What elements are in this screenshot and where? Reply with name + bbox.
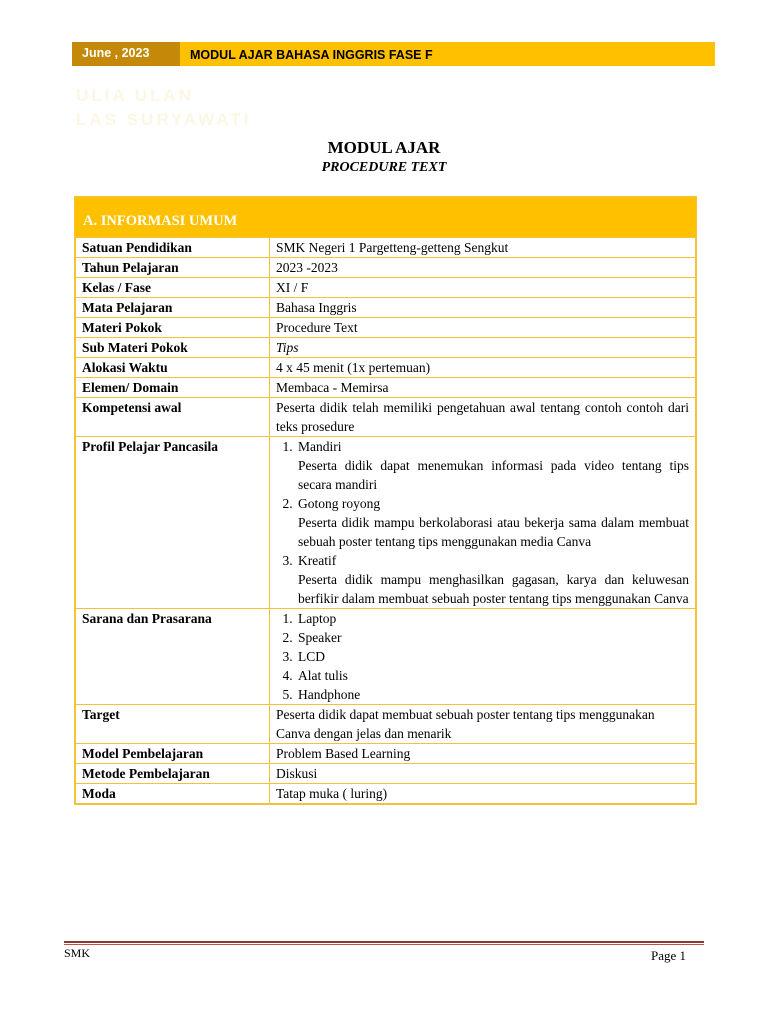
row-value: SMK Negeri 1 Pargetteng-getteng Sengkut <box>270 238 696 258</box>
table-row <box>76 238 696 258</box>
list-item: 5. Handphone <box>296 685 689 704</box>
table-row <box>76 378 696 398</box>
row-value: Bahasa Inggris <box>270 298 696 318</box>
table-row <box>76 338 696 358</box>
row-label: Metode Pembelajaran <box>76 764 270 784</box>
footer-divider <box>64 941 704 943</box>
table-row <box>76 258 696 278</box>
table-row <box>76 437 696 609</box>
row-value: 4 x 45 menit (1x pertemuan) <box>270 358 696 378</box>
list-item-title: Mandiri <box>298 439 342 454</box>
table-row <box>76 764 696 784</box>
row-label: Profil Pelajar Pancasila <box>76 437 270 609</box>
document-title: MODUL AJAR <box>327 138 441 157</box>
list-item-desc: Peserta didik dapat menemukan informasi pada video tentang tips secara mandiri <box>298 458 689 492</box>
table-row <box>76 358 696 378</box>
header-date: June , 2023 <box>72 42 180 66</box>
info-grid <box>75 237 696 804</box>
row-value: 2023 -2023 <box>270 258 696 278</box>
list-item <box>296 494 689 551</box>
row-label: Kompetensi awal <box>76 398 270 437</box>
table-row <box>76 744 696 764</box>
row-value: Peserta didik telah memiliki pengetahuan awal tentang contoh contoh dari teks prosedure <box>270 398 696 437</box>
list-item: 4. Alat tulis <box>296 666 689 685</box>
row-label: Materi Pokok <box>76 318 270 338</box>
profil-list-cell <box>270 437 696 609</box>
row-label: Sarana dan Prasarana <box>76 609 270 705</box>
header-title: MODUL AJAR BAHASA INGGRIS FASE F <box>180 42 715 66</box>
row-label: Mata Pelajaran <box>76 298 270 318</box>
list-item <box>296 551 689 608</box>
row-value: Diskusi <box>270 764 696 784</box>
row-value: Peserta didik dapat membuat sebuah poster tentang tips menggunakan Canva dengan jelas dan menarik <box>270 705 696 744</box>
row-label: Sub Materi Pokok <box>76 338 270 358</box>
row-label: Alokasi Waktu <box>76 358 270 378</box>
table-row <box>76 278 696 298</box>
sarana-list-cell <box>270 609 696 705</box>
row-value: Tatap muka ( luring) <box>270 784 696 804</box>
list-item <box>296 437 689 494</box>
row-label: Elemen/ Domain <box>76 378 270 398</box>
list-item: 3. LCD <box>296 647 689 666</box>
table-row <box>76 705 696 744</box>
row-label: Moda <box>76 784 270 804</box>
table-row <box>76 318 696 338</box>
profil-list <box>276 437 689 608</box>
info-table <box>74 196 697 805</box>
row-label: Satuan Pendidikan <box>76 238 270 258</box>
watermark-line-1: ULIA ULAN <box>76 86 194 105</box>
page-number: Page 1 <box>650 948 686 963</box>
table-row <box>76 609 696 705</box>
watermark-line-2: LAS SURYAWATI <box>76 110 252 129</box>
row-value: Membaca - Memirsa <box>270 378 696 398</box>
list-item-desc: Peserta didik mampu menghasilkan gagasan, karya dan keluwesan berfikir dalam membuat sebuah poster tentang tips menggunakan Canva <box>298 572 689 606</box>
section-heading: A. INFORMASI UMUM <box>75 197 696 237</box>
footer-left-text: SMK <box>64 946 91 960</box>
list-item-desc: Peserta didik mampu berkolaborasi atau bekerja sama dalam membuat sebuah poster tentang tips menggunakan media Canva <box>298 515 689 549</box>
table-row <box>76 298 696 318</box>
table-row <box>76 398 696 437</box>
row-label: Model Pembelajaran <box>76 744 270 764</box>
list-item: 1. Laptop <box>296 609 689 628</box>
row-value: Tips <box>270 338 696 358</box>
row-label: Tahun Pelajaran <box>76 258 270 278</box>
table-row <box>76 784 696 804</box>
footer-divider-thin <box>64 944 704 945</box>
row-value: Problem Based Learning <box>270 744 696 764</box>
list-item-title: Gotong royong <box>298 496 381 511</box>
list-item: 2. Speaker <box>296 628 689 647</box>
row-value: XI / F <box>270 278 696 298</box>
row-value: Procedure Text <box>270 318 696 338</box>
document-subtitle: PROCEDURE TEXT <box>321 160 447 175</box>
list-item-title: Kreatif <box>298 553 337 568</box>
row-label: Target <box>76 705 270 744</box>
row-label: Kelas / Fase <box>76 278 270 298</box>
sarana-list <box>276 609 689 704</box>
